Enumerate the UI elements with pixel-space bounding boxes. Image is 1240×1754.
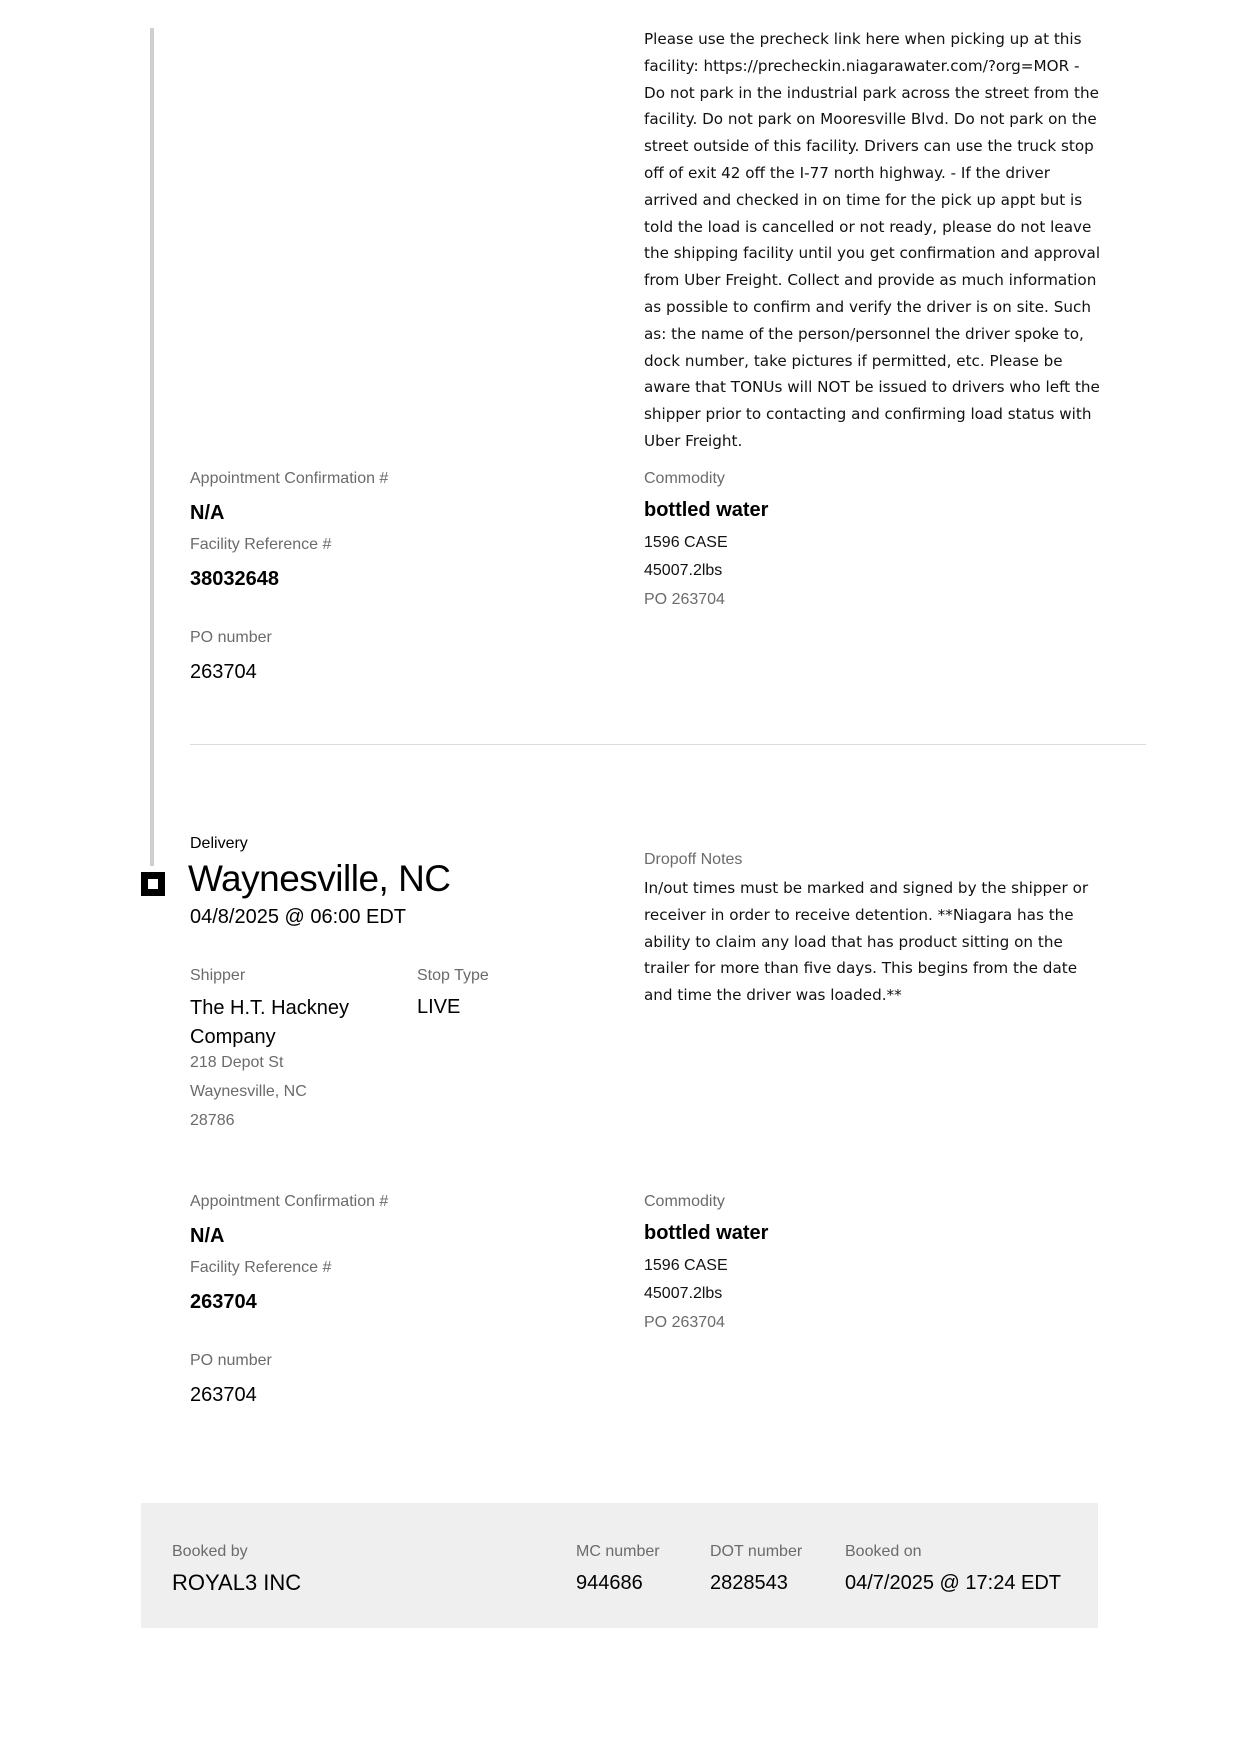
pickup-po-label: PO number <box>190 629 272 646</box>
delivery-type-label: Delivery <box>190 835 248 852</box>
booking-info-panel <box>141 1503 1098 1628</box>
booked-by-value: ROYAL3 INC <box>172 1570 302 1595</box>
pickup-commodity-weight: 45007.2lbs <box>644 562 723 579</box>
stop-marker-icon <box>141 872 165 896</box>
pickup-appointment-value: N/A <box>190 502 225 524</box>
pickup-facility-ref-label: Facility Reference # <box>190 536 332 553</box>
pickup-commodity-po: PO 263704 <box>644 591 725 608</box>
delivery-stop-type-label: Stop Type <box>417 967 489 984</box>
section-divider <box>190 744 1146 745</box>
pickup-po-value: 263704 <box>190 661 257 683</box>
delivery-commodity-label: Commodity <box>644 1193 725 1210</box>
dot-number-label: DOT number <box>710 1543 803 1560</box>
booked-by-label: Booked by <box>172 1543 248 1560</box>
delivery-facility-ref-label: Facility Reference # <box>190 1259 332 1276</box>
pickup-commodity-qty: 1596 CASE <box>644 534 728 551</box>
delivery-appointment-label: Appointment Confirmation # <box>190 1193 389 1210</box>
delivery-datetime: 04/8/2025 @ 06:00 EDT <box>190 906 406 928</box>
stop-timeline-line <box>150 28 154 866</box>
delivery-commodity-name: bottled water <box>644 1222 769 1244</box>
booked-on-label: Booked on <box>845 1543 922 1560</box>
delivery-commodity-weight: 45007.2lbs <box>644 1285 723 1302</box>
delivery-address-line2: Waynesville, NC <box>190 1083 307 1100</box>
booked-on-value: 04/7/2025 @ 17:24 EDT <box>845 1572 1061 1594</box>
delivery-shipper-name: The H.T. Hackney Company <box>190 997 349 1048</box>
delivery-appointment-value: N/A <box>190 1225 225 1247</box>
pickup-facility-ref-value: 38032648 <box>190 568 279 590</box>
delivery-facility-ref-value: 263704 <box>190 1291 257 1313</box>
delivery-notes-label: Dropoff Notes <box>644 851 743 868</box>
pickup-commodity-label: Commodity <box>644 470 725 487</box>
delivery-commodity-qty: 1596 CASE <box>644 1257 728 1274</box>
mc-number-label: MC number <box>576 1543 660 1560</box>
pickup-notes: Please use the precheck link here when picking up at this facility: https://precheckin.niagarawater.com/?org=MOR - Do not park in the industrial park across the street from the facility. Do not park on Mooresville Blvd. Do not park on the street outside of this facility. Drivers can use the truck stop off of exit 42 off the I-77 north highway. - If the driver arrived and checked in on time for the pick up appt but is told the load is cancelled or not ready, please do not leave the shipping facility until you get confirmation and approval from Uber Freight. Collect and provide as much information as possible to confirm and verify the driver is on site. Such as: the name of the person/personnel the driver spoke to, dock number, take pictures if permitted, etc. Please be aware that TONUs will NOT be issued to drivers who left the shipper prior to contacting and confirming load status with Uber Freight. <box>644 30 1101 450</box>
delivery-shipper-label: Shipper <box>190 967 246 984</box>
delivery-commodity-po: PO 263704 <box>644 1314 725 1331</box>
mc-number-value: 944686 <box>576 1572 643 1594</box>
delivery-city: Waynesville, NC <box>188 858 451 899</box>
delivery-address-zip: 28786 <box>190 1112 235 1129</box>
pickup-appointment-label: Appointment Confirmation # <box>190 470 389 487</box>
delivery-stop-type-value: LIVE <box>417 996 461 1018</box>
delivery-address-line1: 218 Depot St <box>190 1054 284 1071</box>
delivery-notes: In/out times must be marked and signed by the shipper or receiver in order to receive detention. **Niagara has the ability to claim any load that has product sitting on the trailer for more than five days. This begins from the date and time the driver was loaded.** <box>644 879 1089 1005</box>
pickup-commodity-name: bottled water <box>644 499 769 521</box>
delivery-po-label: PO number <box>190 1352 272 1369</box>
dot-number-value: 2828543 <box>710 1572 788 1594</box>
delivery-po-value: 263704 <box>190 1384 257 1406</box>
